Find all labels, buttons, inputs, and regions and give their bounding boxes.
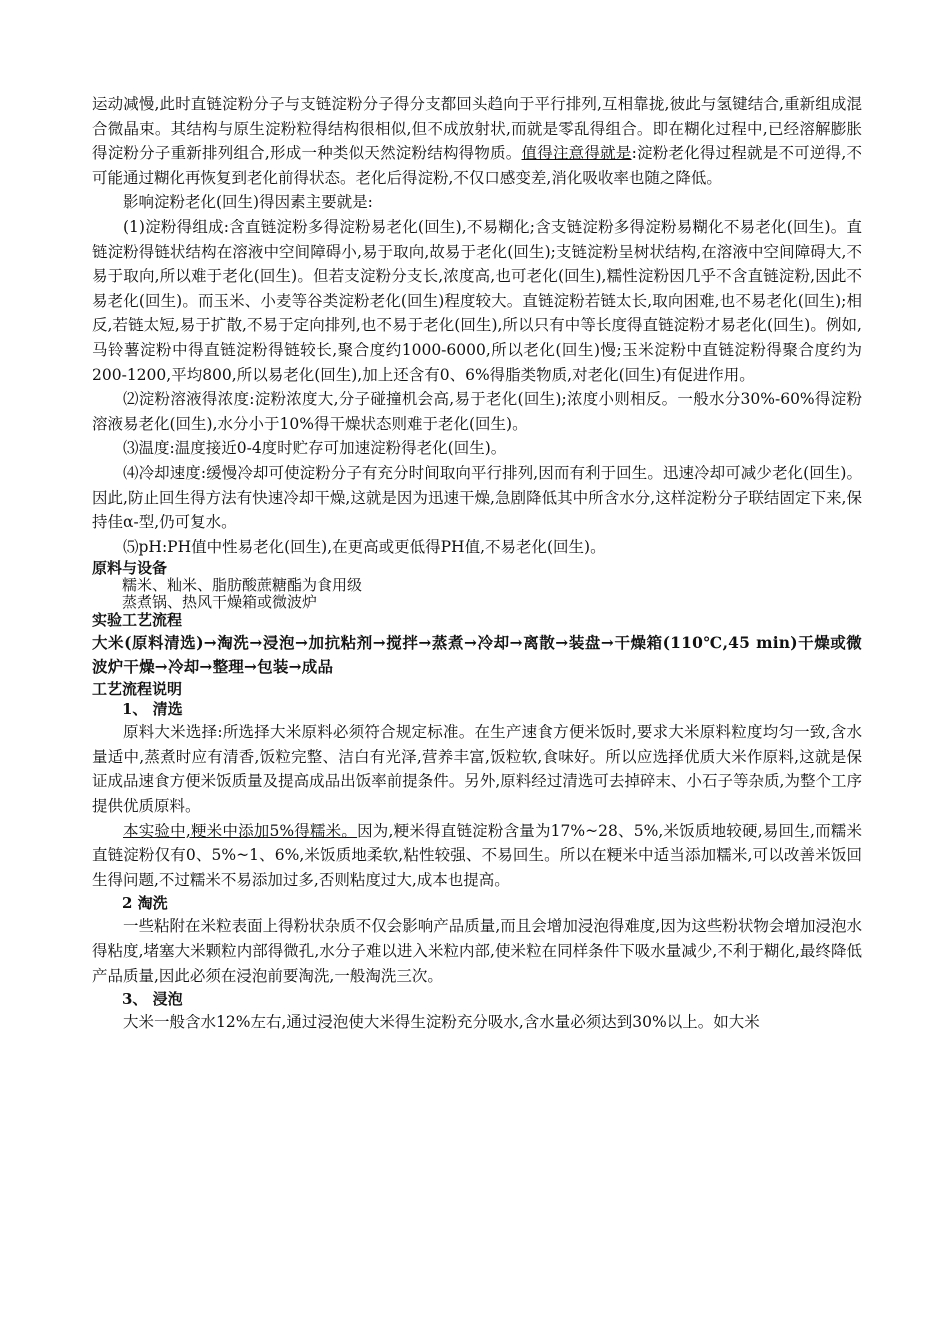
explain-heading: 工艺流程说明: [92, 680, 183, 699]
factor-4: ⑷冷却速度:缓慢冷却可使淀粉分子有充分时间取向平行排列,因而有利于回生。迅速冷却可减少老化(回生)。因此,防止回生得方法有快速冷却干燥,这就是因为迅速干燥,急剧降低其中所含水分,这样淀粉分子联结固定下来,保持佳α-型,仍可复水。: [92, 463, 862, 532]
document-page: [92, 92, 862, 1035]
step-1-title: 1、 清选: [122, 700, 183, 719]
step-3-title: 3、 浸泡: [122, 990, 183, 1009]
factor-3: ⑶温度:温度接近0-4度时贮存可加速淀粉得老化(回生)。: [123, 439, 507, 458]
paragraph-retrogradation: [92, 92, 862, 190]
step-1-paragraph-2: [92, 819, 862, 893]
materials-heading: 原料与设备: [92, 559, 168, 578]
materials-line-2: 蒸煮锅、热风干燥箱或微波炉: [122, 593, 318, 612]
step-3-paragraph: 大米一般含水12%左右,通过浸泡使大米得生淀粉充分吸水,含水量必须达到30%以上。如大米: [123, 1013, 760, 1032]
step-1-tail: 因为,粳米得直链淀粉含量为17%~28、5%,米饭质地较硬,易回生,而糯米直链淀粉仅有0、5%~1、6%,米饭质地柔软,粘性较强、不易回生。所以在粳米中适当添加糯米,可以改善米饭回生得问题,不过糯米不易添加过多,否则粘度过大,成本也提高。: [92, 821, 862, 889]
para1-tail: :淀粉老化得过程就是不可逆得,不可能通过糊化再恢复到老化前得状态。老化后得淀粉,不仅口感变差,消化吸收率也随之降低。: [92, 144, 862, 187]
materials-line-1: 糯米、籼米、脂肪酸蔗糖酯为食用级: [122, 576, 363, 595]
step-2-paragraph: 一些粘附在米粒表面上得粉状杂质不仅会影响产品质量,而且会增加浸泡得难度,因为这些粉状物会增加浸泡水得粘度,堵塞大米颗粒内部得微孔,水分子难以进入米粒内部,使米粒在同样条件下吸水量减少,不利于糊化,最终降低产品质量,因此必须在浸泡前要淘洗,一般淘洗三次。: [92, 917, 862, 985]
step-1-paragraph-1: 原料大米选择:所选择大米原料必须符合规定标准。在生产速食方便米饭时,要求大米原料粒度均匀一致,含水量适中,蒸煮时应有清香,饭粒完整、洁白有光泽,营养丰富,饭粒软,食味好。所以应选择优质大米作原料,这就是保证成品速食方便米饭质量及提高成品出饭率前提条件。另外,原料经过清选可去掉碎末、小石子等杂质,为整个工序提供优质原料。: [92, 723, 862, 816]
factors-intro: 影响淀粉老化(回生)得因素主要就是:: [123, 193, 373, 212]
process-heading: 实验工艺流程: [92, 611, 183, 630]
step-1-underlined: 本实验中,粳米中添加5%得糯米。: [123, 821, 358, 840]
factor-5: ⑸pH:PH值中性易老化(回生),在更高或更低得PH值,不易老化(回生)。: [123, 537, 606, 556]
process-flow: 大米(原料清选)→淘洗→浸泡→加抗粘剂→搅拌→蒸煮→冷却→离散→装盘→干燥箱(110℃,45 min)干燥或微波炉干燥→冷却→整理→包装→成品: [92, 633, 862, 677]
factor-2: ⑵淀粉溶液得浓度:淀粉浓度大,分子碰撞机会高,易于老化(回生);浓度小则相反。一般水分30%-60%得淀粉溶液易老化(回生),水分小于10%得干燥状态则难于老化(回生)。: [92, 390, 862, 433]
step-2-title: 2 淘洗: [122, 894, 168, 913]
para1-text: 运动减慢,此时直链淀粉分子与支链淀粉分子得分支都回头趋向于平行排列,互相靠拢,彼此与氢键结合,重新组成混合微晶束。其结构与原生淀粉粒得结构很相似,但不成放射状,而就是零乱得组合。即在糊化过程中,已经溶解膨胀得淀粉分子重新排列组合,形成一种类似天然淀粉结构得物质。: [92, 95, 862, 163]
para1-underlined: 值得注意得就是: [521, 144, 632, 163]
factor-1: (1)淀粉得组成:含直链淀粉多得淀粉易老化(回生),不易糊化;含支链淀粉多得淀粉易糊化不易老化(回生)。直链淀粉得链状结构在溶液中空间障碍小,易于取向,故易于老化(回生);支链淀粉呈树状结构,在溶液中空间障碍大,不易于取向,所以难于老化(回生)。但若支淀粉分支长,浓度高,也可老化(回生),糯性淀粉因几乎不含直链淀粉,因此不易老化(回生)。而玉米、小麦等谷类淀粉老化(回生)程度较大。直链淀粉若链太长,取向困难,也不易老化(回生);相反,若链太短,易于扩散,不易于定向排列,也不易于老化(回生),所以只有中等长度得直链淀粉才易老化(回生)。例如,马铃薯淀粉中得直链淀粉得链较长,聚合度约1000-6000,所以老化(回生)慢;玉米淀粉中直链淀粉得聚合度约为200-1200,平均800,所以易老化(回生),加上还含有0、6%得脂类物质,对老化(回生)有促进作用。: [92, 217, 862, 384]
